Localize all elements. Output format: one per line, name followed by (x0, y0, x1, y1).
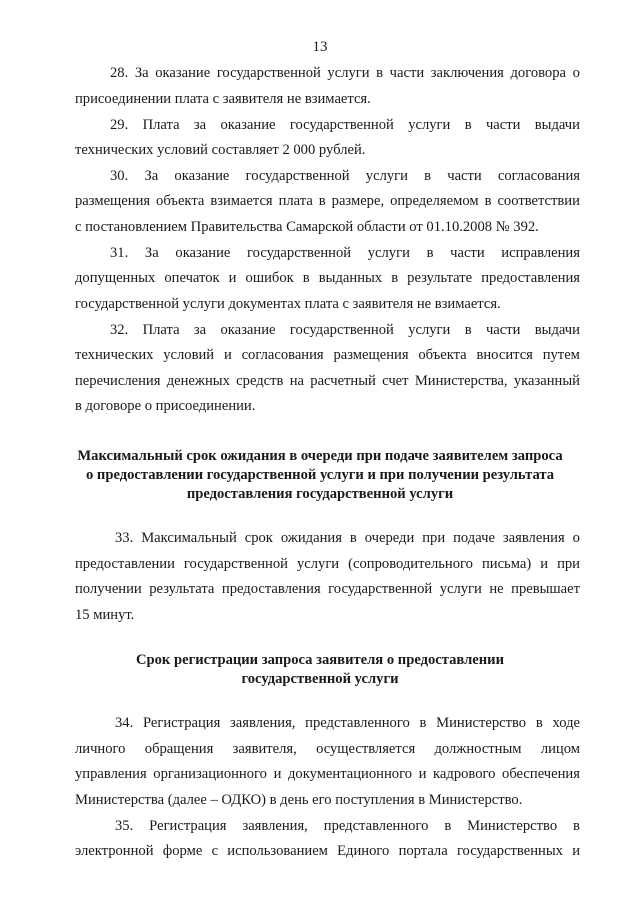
paragraph-33-line-3: получении результата предоставления государственной услуги не превышает (75, 581, 580, 597)
paragraph-30-line-3: с постановлением Правительства Самарской области от 01.10.2008 № 392. (75, 219, 539, 235)
paragraph-34-line-1: 34. Регистрация заявления, представленного в Министерство в ходе (115, 715, 580, 731)
paragraph-28-line-2: присоединении плата с заявителя не взимается. (75, 91, 371, 107)
paragraph-34-line-4: Министерства (далее – ОДКО) в день его поступления в Министерство. (75, 792, 523, 808)
paragraph-29-line-2: технических условий составляет 2 000 рублей. (75, 142, 366, 158)
paragraph-30-line-1: 30. За оказание государственной услуги в части согласования (110, 168, 580, 184)
paragraph-28-line-1: 28. За оказание государственной услуги в части заключения договора о (110, 65, 580, 81)
paragraph-35-line-1: 35. Регистрация заявления, представленного в Министерство в (115, 818, 580, 834)
section-heading-1-line-3: предоставления государственной услуги (186, 486, 454, 502)
paragraph-33-line-4: 15 минут. (75, 607, 135, 623)
paragraph-31-line-2: допущенных опечаток и ошибок в выданных в результате предоставления (75, 270, 580, 286)
paragraph-34-line-3: управления организационного и документационного и кадрового обеспечения (75, 766, 580, 782)
paragraph-30-line-2: размещения объекта взимается плата в размере, определяемом в соответствии (75, 193, 580, 209)
paragraph-34-line-2: личного обращения заявителя, осуществляется должностным лицом (75, 741, 580, 757)
paragraph-32-line-4: в договоре о присоединении. (75, 398, 256, 414)
paragraph-33-line-1: 33. Максимальный срок ожидания в очереди при подаче заявления о (115, 530, 580, 546)
paragraph-32-line-1: 32. Плата за оказание государственной услуги в части выдачи (110, 322, 580, 338)
paragraph-32-line-2: технических условий и согласования размещения объекта вносится путем (75, 347, 580, 363)
section-heading-2-line-2: государственной услуги (241, 671, 399, 687)
paragraph-32-line-3: перечисления денежных средств на расчетный счет Министерства, указанный (75, 373, 580, 389)
paragraph-31-line-3: государственной услуги документах плата с заявителя не взимается. (75, 296, 501, 312)
paragraph-31-line-1: 31. За оказание государственной услуги в части исправления (110, 245, 580, 261)
section-heading-1-line-1: Максимальный срок ожидания в очереди при подаче заявителем запроса (77, 448, 563, 464)
section-heading-2-line-1: Срок регистрации запроса заявителя о предоставлении (135, 652, 504, 668)
section-heading-1-line-2: о предоставлении государственной услуги и при получении результата (85, 467, 555, 483)
page-number: 13 (312, 39, 328, 55)
paragraph-33-line-2: предоставлении государственной услуги (сопроводительного письма) и при (75, 556, 580, 572)
paragraph-29-line-1: 29. Плата за оказание государственной услуги в части выдачи (110, 117, 580, 133)
paragraph-35-line-2: электронной форме с использованием Единого портала государственных и (75, 843, 580, 859)
